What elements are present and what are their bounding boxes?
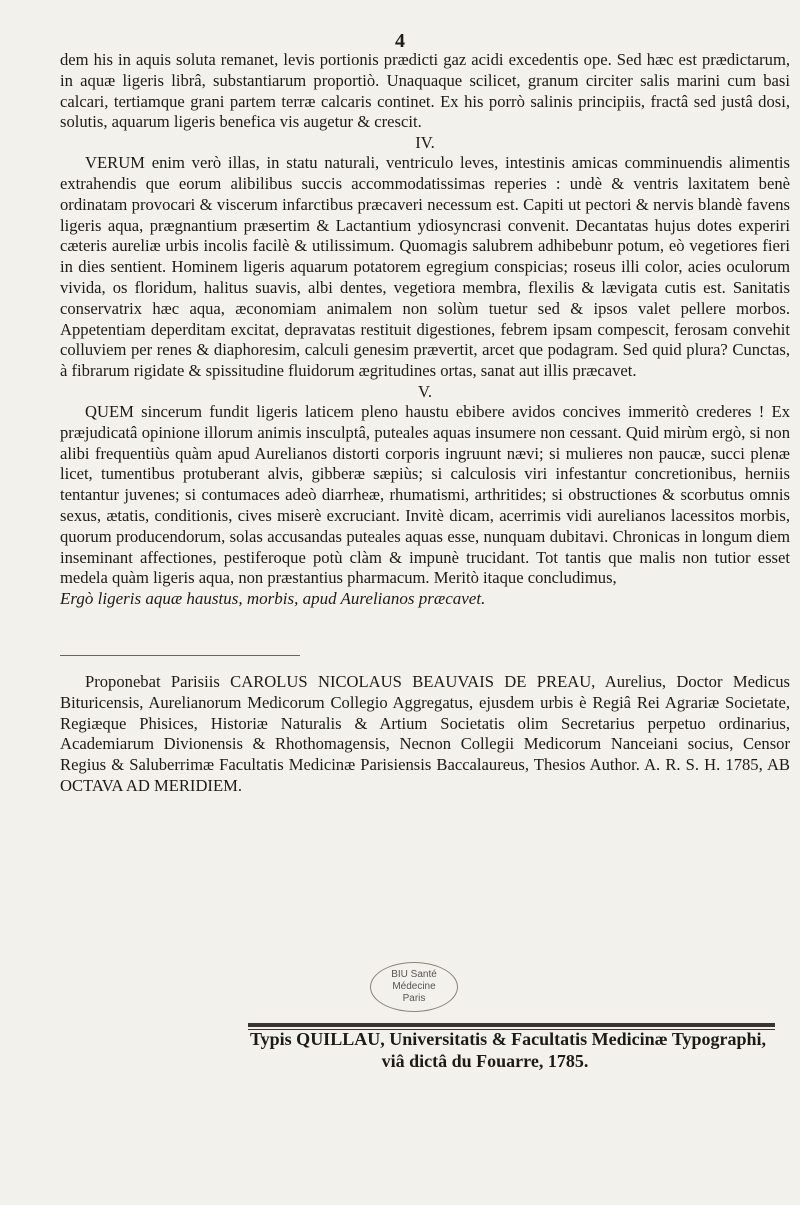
paragraph-section-iv: VERUM enim verò illas, in statu naturali, ventriculo leves, intestinis amicas comminuendis alimentis extrahendis que eorum alibilibus succis accommodatissimas reperies : undè & ventris laxitatem benè ordinatam provocari & viscerum infarctibus præcaveri necessum est. Capiti ut pectori & nervis blandè favens ligeris aqua, prægnantium præsertim & Lactantium ydiosyncrasi convenit. Decantatas hujus dotes experiri cæteris aureliæ urbis incolis facilè & utilissimum. Quomagis salubrem adhibebunr potum, eò vegetiores fieri in dies sentient. Hominem ligeris aquarum potatorem egregium conspicias; roseus illi color, acies oculorum vivida, os floridum, halitus suavis, albi dentes, vegetiora membra, flexilis & lævigata cutis est. Sanitatis conservatrix hæc aqua, æconomiam animalem non solùm tuetur sed & ipsos valet pellere morbos. Appetentiam deperditam excitat, depravatas restituit digestiones, febrem ipsam compescit, ferosam convehit colluviem per renes & diaphoresim, calculi genesim prævertit, arcet que podagram. Sed quid plura? Cunctas, à fibrarum rigidate & spissitudine fluidorum ægritudines ortas, sanat aut illis præcavet.	[60, 153, 790, 381]
stamp-line-1: BIU Santé	[391, 969, 437, 980]
printer-imprint	[250, 1028, 780, 1072]
library-stamp	[370, 962, 458, 1012]
page-number: 4	[395, 30, 405, 52]
stamp-line-2: Médecine	[392, 981, 436, 992]
paragraph-intro: dem his in aquis soluta remanet, levis portionis prædicti gaz acidi excedentis ope. Sed hæc est prædictarum, in aquæ ligeris librâ, substantiarum proportiò. Unaquaque scilicet, granum circiter salis marini cum basi calcari, tertiamque grani partem terræ calcaris continet. Ex his porrò salinis principiis, fractâ sed justâ dosi, solutis, aquarum ligeris benefica vis augetur & crescit.	[60, 50, 790, 132]
conclusion: Ergò ligeris aquæ haustus, morbis, apud Aurelianos præcavet.	[60, 589, 486, 609]
divider	[60, 655, 300, 656]
section-heading-v: V.	[418, 381, 432, 401]
imprint-line-1: Typis QUILLAU, Universitatis & Facultatis Medicinæ Typographi,	[250, 1029, 767, 1049]
imprint-rule	[248, 1023, 775, 1027]
colophon: Proponebat Parisiis CAROLUS NICOLAUS BEAUVAIS DE PREAU, Aurelius, Doctor Medicus Bituricensis, Aurelianorum Medicorum Collegio Aggregatus, ejusdem urbis è Regiâ Rei Agrariæ Societate, Regiæque Phisices, Historiæ Naturalis & Artium Societatis olim Secretarius perpetuo ordinarius, Academiarum Divionensis & Rhothomagensis, Necnon Collegii Medicorum Nanceiani socius, Censor Regius & Saluberrimæ Facultatis Medicinæ Parisiensis Baccalaureus, Thesios Author. A. R. S. H. 1785, AB OCTAVA AD MERIDIEM.	[60, 671, 790, 795]
section-heading-iv: IV.	[415, 133, 435, 153]
main-text	[60, 50, 790, 797]
imprint-line-2: viâ dictâ du Fouarre, 1785.	[381, 1051, 589, 1071]
paragraph-section-v: QUEM sincerum fundit ligeris laticem pleno haustu ebibere avidos concives immeritò crederes ! Ex præjudicatâ opinione illorum animis insculptâ, puteales aquas insumere non cessant. Quid mirùm ergò, si non alibi frequentiùs quàm apud Aurelianos distorti corporis ingruunt nævi; si mulieres non paucæ, succi plenæ licet, tumentibus protuberant alvis, gibberæ sæpiùs; si calculosis viri infestantur concretionibus, herniis tentantur juvenes; si contumaces adeò diarrheæ, rhumatismi, arthritides; si obstructiones & scorbutus omnis sexus, ætatis, conditionis, cives miserè excruciant. Invitè dicam, acerrimis vidi aurelianos lacessitos morbis, quorum producendorum, solas accusandas puteales aquas esse, nunquam dubitavi. Chronicas in longum diem inseminant affectiones, pestiferoque potù clàm & impunè trucidant. Tot tantis que malis non tutior esset medela quàm ligeris aqua, non præstantius pharmacum. Meritò itaque concludimus,	[60, 401, 790, 588]
stamp-line-3: Paris	[402, 993, 426, 1004]
